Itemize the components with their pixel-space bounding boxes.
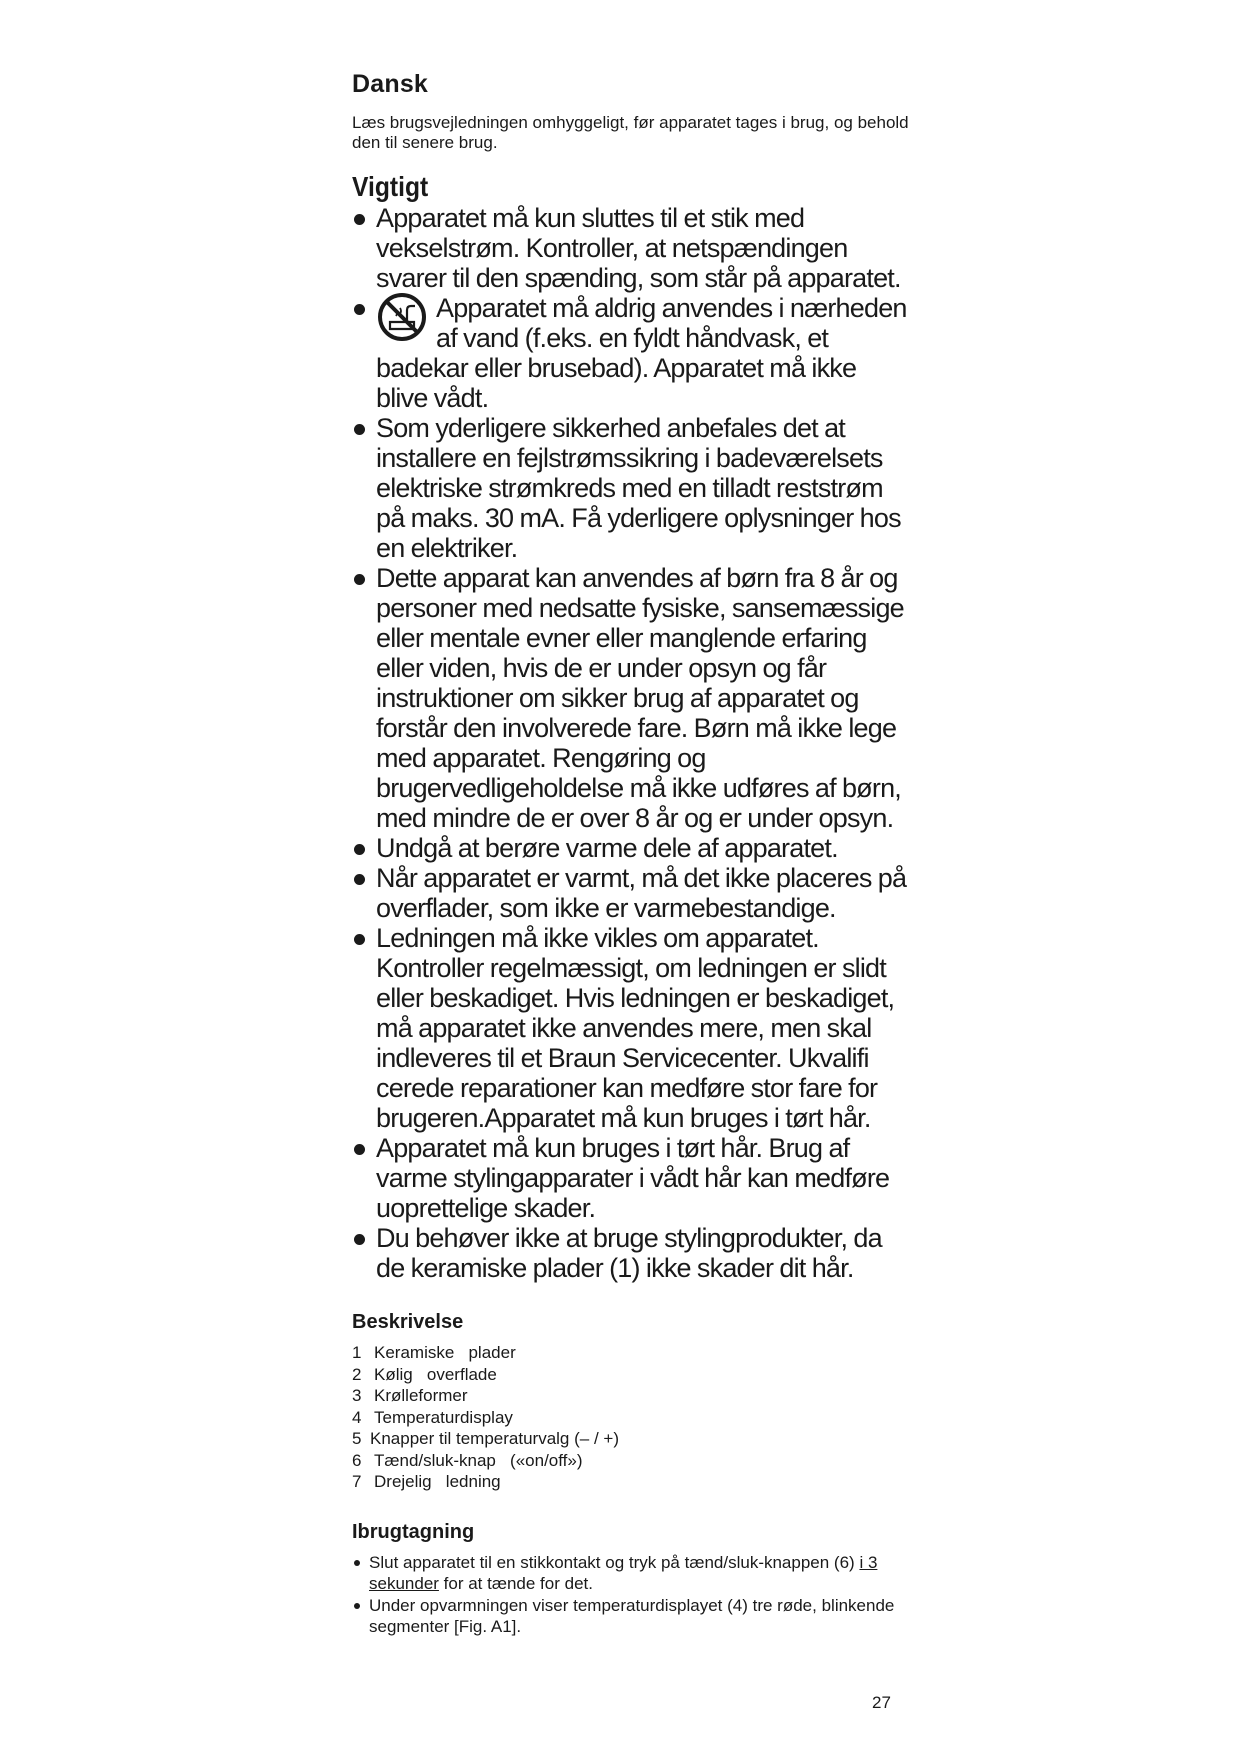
usage-heading: Ibrugtagning (352, 1520, 475, 1543)
warning-item: Når apparatet er varmt, må det ikke placeres på overflader, som ikke er varmebestandige. (352, 863, 912, 923)
parts-item: 3 Krølleformer (352, 1386, 468, 1405)
warning-item: Undgå at berøre varme dele af apparatet. (352, 833, 912, 863)
page-number: 27 (872, 1693, 891, 1712)
language-heading: Dansk (352, 70, 429, 98)
usage-section (352, 1521, 912, 1637)
parts-item: 1 Keramiske plader (352, 1343, 516, 1362)
warning-item: Dette apparat kan anvendes af børn fra 8 år og personer med nedsatte fysiske, sansemæssige eller mentale evner eller manglende erfaring eller viden, hvis de er under opsyn og får instruktioner om sikker brug af apparatet og forstår den involverede fare. Børn må ikke lege med apparatet. Rengøring og brugervedligeholdelse må ikke udføres af børn, med mindre de er over 8 år og er under opsyn. (352, 563, 912, 833)
description-heading: Beskrivelse (352, 1311, 464, 1333)
important-heading: Vigtigt (352, 171, 429, 202)
warning-item: Som yderligere sikkerhed anbefales det at installere en fejlstrømssikring i badeværelsets elektriske strømkreds med en tilladt reststrøm på maks. 30 mA. Få yderligere oplysninger hos en elektriker. (352, 413, 912, 563)
parts-list (352, 1342, 912, 1493)
warning-item: Apparatet må kun bruges i tørt hår. Brug af varme stylingapparater i vådt hår kan medføre uoprettelige skader. (352, 1133, 912, 1223)
intro-text: Læs brugsvejledningen omhyggeligt, før apparatet tages i brug, og behold den til senere brug. (352, 113, 909, 152)
parts-item: 6 Tænd/sluk-knap («on/off») (352, 1450, 583, 1470)
warning-item: Ledningen må ikke vikles om apparatet. Kontroller regelmæssigt, om ledningen er slidt eller beskadiget. Hvis ledningen er beskadiget, må apparatet ikke anvendes mere, men skal indleveres til et Braun Servicecenter. Ukvalifi cerede reparationer kan medføre stor fare for brugeren.Apparatet må kun bruges i tørt hår. (352, 923, 912, 1133)
important-section (352, 171, 912, 1283)
parts-item: 5 Knapper til temperaturvalg (– / +) (352, 1429, 619, 1448)
warning-item: Du behøver ikke at bruge stylingprodukter, da de keramiske plader (1) ikke skader dit hår. (352, 1223, 912, 1283)
parts-item: 2 Kølig overflade (352, 1364, 497, 1384)
warning-list (352, 203, 912, 1283)
manual-page (352, 70, 912, 1638)
parts-item: 4 Temperaturdisplay (352, 1407, 513, 1427)
warning-item: Apparatet må aldrig anvendes i nærheden af vand (f.eks. en fyldt håndvask, et badekar eller brusebad). Apparatet må ikke blive vådt. (352, 293, 912, 413)
parts-item: 7 Drejelig ledning (352, 1472, 501, 1491)
description-section (352, 1311, 912, 1493)
usage-item: Slut apparatet til en stikkontakt og tryk på tænd/sluk-knappen (6) i 3 sekunder for at tænde for det. (352, 1552, 912, 1594)
usage-list (352, 1552, 912, 1637)
usage-item: Under opvarmningen viser temperaturdisplayet (4) tre røde, blinkende segmenter [Fig. A1]. (352, 1595, 912, 1637)
warning-item: Apparatet må kun sluttes til et stik med vekselstrøm. Kontroller, at netspændingen svarer til den spænding, som står på apparatet. (352, 203, 912, 293)
no-water-icon (376, 291, 428, 343)
